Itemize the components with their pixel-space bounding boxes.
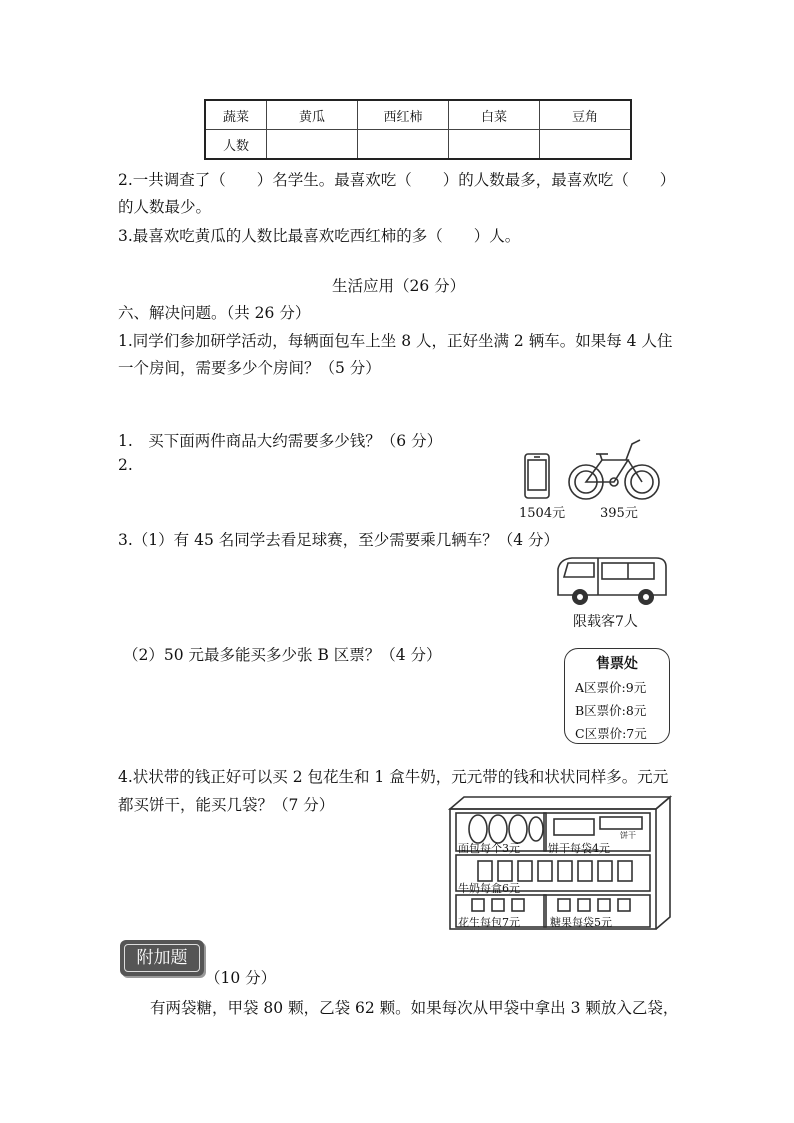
table-cell: 蔬菜 bbox=[205, 100, 267, 130]
phone-icon bbox=[522, 452, 554, 502]
problem-1-line1: 1.同学们参加研学活动，每辆面包车上坐 8 人，正好坐满 2 辆车。如果每 4 人住 bbox=[118, 332, 673, 350]
extra-points: （10 分） bbox=[205, 969, 277, 987]
ticket-board bbox=[564, 648, 670, 744]
shelf-label-biscuit: 饼干每袋4元 bbox=[548, 842, 610, 855]
problem-4-line2: 都买饼干，能买几袋？（7 分） bbox=[118, 796, 335, 814]
extra-problem-text: 有两袋糖，甲袋 80 颗，乙袋 62 颗。如果每次从甲袋中拿出 3 颗放入乙袋， bbox=[150, 999, 679, 1017]
problem-3-part2: （2）50 元最多能买多少张 B 区票？（4 分） bbox=[123, 646, 442, 664]
problem-1-line2: 一个房间，需要多少个房间？（5 分） bbox=[118, 359, 381, 377]
ticket-price-a: A区票价:9元 bbox=[575, 680, 647, 695]
ticket-title: 售票处 bbox=[596, 656, 638, 672]
question-2-line1: 2.一共调查了（ ）名学生。最喜欢吃（ ）的人数最多，最喜欢吃（ ） bbox=[118, 171, 676, 189]
table-cell: 黄瓜 bbox=[267, 100, 358, 130]
table-cell[interactable] bbox=[540, 130, 632, 160]
shelf-label-peanut: 花生每包7元 bbox=[458, 916, 520, 929]
problem-4-line1: 4.状状带的钱正好可以买 2 包花生和 1 盒牛奶，元元带的钱和状状同样多。元元 bbox=[118, 768, 669, 786]
van-icon bbox=[552, 553, 672, 611]
ticket-price-b: B区票价:8元 bbox=[575, 703, 647, 718]
bicycle-icon bbox=[566, 432, 662, 504]
van-caption: 限载客7人 bbox=[573, 614, 638, 630]
table-cell[interactable] bbox=[449, 130, 540, 160]
table-row bbox=[205, 130, 631, 160]
shelf-illustration bbox=[448, 795, 672, 931]
question-3: 3.最喜欢吃黄瓜的人数比最喜欢吃西红柿的多（ ）人。 bbox=[118, 227, 521, 245]
table-cell: 白菜 bbox=[449, 100, 540, 130]
problem-2-line1: 1. 买下面两件商品大约需要多少钱？（6 分） bbox=[118, 432, 443, 450]
extra-badge-label: 附加题 bbox=[124, 944, 200, 972]
section-title: 生活应用（26 分） bbox=[332, 277, 466, 295]
problem-2-line2: 2. bbox=[118, 456, 133, 474]
table-row bbox=[205, 100, 631, 130]
table-cell: 人数 bbox=[205, 130, 267, 160]
table-cell[interactable] bbox=[267, 130, 358, 160]
problem-3-part1: 3.（1）有 45 名同学去看足球赛，至少需要乘几辆车？（4 分） bbox=[118, 531, 560, 549]
biscuit-tag: 饼干 bbox=[620, 831, 636, 840]
bike-price: 395元 bbox=[600, 506, 638, 521]
shelf-label-candy: 糖果每袋5元 bbox=[550, 916, 612, 929]
shelf-label-milk: 牛奶每盒6元 bbox=[458, 882, 520, 895]
table-cell: 西红柿 bbox=[358, 100, 449, 130]
section-heading: 六、解决问题。（共 26 分） bbox=[118, 304, 311, 322]
vegetable-table bbox=[204, 99, 632, 160]
ticket-price-c: C区票价:7元 bbox=[575, 726, 647, 741]
table-cell[interactable] bbox=[358, 130, 449, 160]
extra-badge bbox=[120, 940, 204, 976]
shelf-label-bread: 面包每个3元 bbox=[458, 842, 520, 855]
table-cell: 豆角 bbox=[540, 100, 632, 130]
phone-price: 1504元 bbox=[519, 506, 566, 521]
question-2-line2: 的人数最少。 bbox=[118, 198, 212, 216]
